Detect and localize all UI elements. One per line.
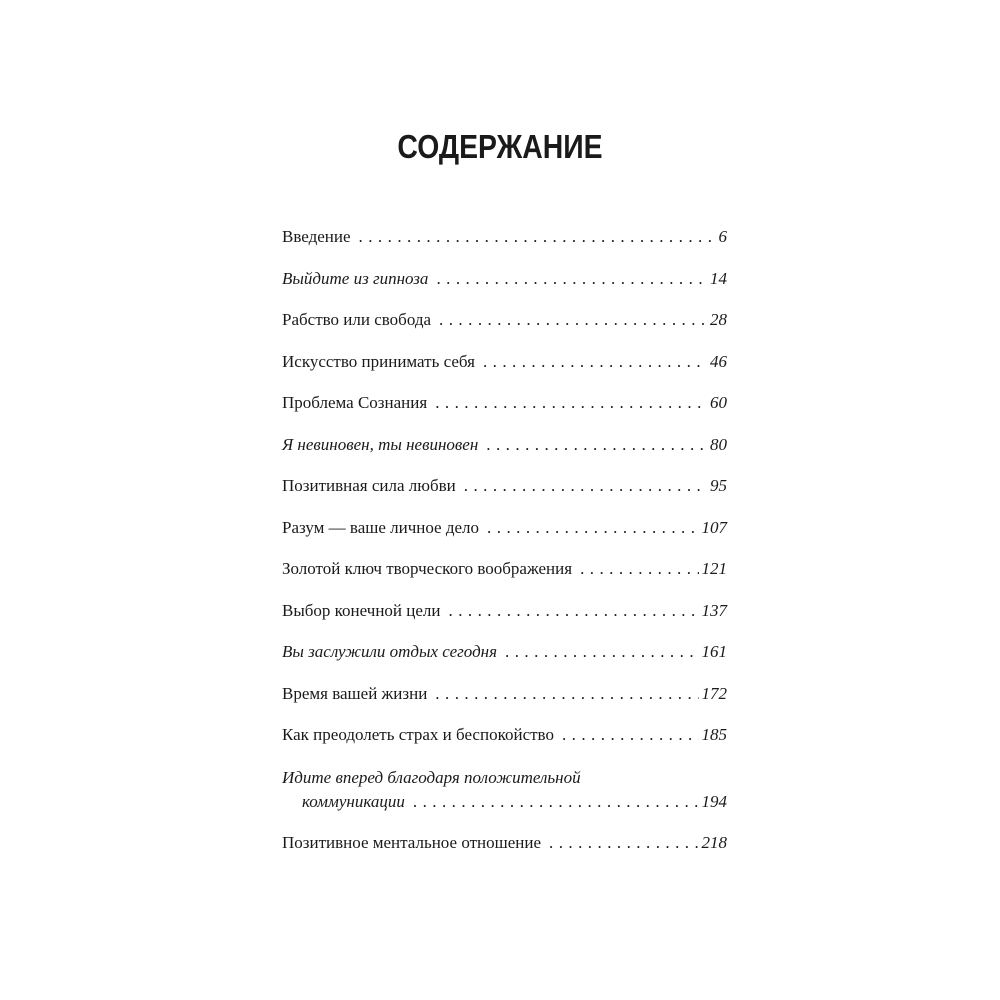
toc-entry-page: 137	[701, 600, 727, 620]
dot-leader	[549, 832, 699, 854]
dot-leader	[413, 790, 699, 814]
toc-entry-page: 194	[701, 791, 727, 811]
toc-entry-label: Выйдите из гипноза	[282, 268, 429, 288]
toc-entry	[282, 226, 727, 268]
toc-entry	[282, 600, 727, 642]
toc-entry-page: 46	[710, 351, 727, 371]
toc-entry-label: Выбор конечной цели	[282, 600, 441, 620]
toc-entry-label: Позитивная сила любви	[282, 476, 456, 495]
toc-entry	[282, 434, 727, 476]
toc-entry-page: 60	[710, 393, 727, 412]
page-title: СОДЕРЖАНИЕ	[397, 128, 603, 165]
toc-entry-label: Идите вперед благодаря положительной	[282, 767, 581, 787]
toc-entry	[282, 832, 727, 874]
toc-entry-label: Введение	[282, 227, 351, 246]
dot-leader	[562, 724, 699, 746]
dot-leader	[435, 683, 698, 705]
toc-entry-page: 172	[701, 683, 727, 703]
dot-leader	[449, 600, 699, 622]
toc-entry-page: 28	[710, 310, 727, 329]
toc-entry	[282, 309, 727, 351]
toc-entry	[282, 641, 727, 683]
toc-entry-continuation	[282, 790, 727, 814]
toc-entry	[282, 351, 727, 393]
toc-entry-page: 121	[701, 559, 727, 578]
toc-entry-label: Вы заслужили отдых сегодня	[282, 642, 498, 661]
toc-entry-page: 185	[701, 725, 727, 744]
toc-entry	[282, 392, 727, 434]
dot-leader	[359, 226, 716, 248]
toc-entry-label: Золотой ключ творческого воображения	[282, 559, 573, 578]
table-of-contents	[282, 226, 727, 873]
toc-entry-page: 107	[701, 517, 727, 537]
dot-leader	[487, 517, 698, 539]
dot-leader	[464, 475, 707, 497]
toc-entry-label: Проблема Сознания	[282, 393, 428, 412]
dot-leader	[580, 558, 698, 580]
toc-entry-multiline	[282, 766, 727, 832]
dot-leader	[505, 641, 698, 663]
dot-leader	[435, 392, 707, 414]
toc-entry-label-line2: коммуникации	[302, 791, 405, 811]
dot-leader	[439, 309, 707, 331]
toc-entry	[282, 475, 727, 517]
dot-leader	[483, 351, 707, 373]
toc-entry-page: 14	[710, 268, 727, 288]
toc-entry-label: Как преодолеть страх и беспокойство	[282, 725, 554, 744]
toc-entry	[282, 724, 727, 766]
toc-entry	[282, 517, 727, 559]
toc-entry-page: 95	[710, 476, 727, 495]
toc-entry-label: Я невиновен, ты невиновен	[282, 434, 479, 454]
dot-leader	[486, 434, 707, 456]
toc-entry-page: 161	[701, 642, 727, 661]
toc-entry-label: Разум — ваше личное дело	[282, 517, 480, 537]
toc-entry-label: Искусство принимать себя	[282, 351, 475, 371]
toc-entry-page: 218	[701, 832, 727, 852]
toc-entry-label: Время вашей жизни	[282, 683, 428, 703]
toc-entry-page: 80	[710, 434, 727, 454]
toc-entry	[282, 683, 727, 725]
toc-entry	[282, 558, 727, 600]
toc-entry-label: Рабство или свобода	[282, 310, 432, 329]
dot-leader	[436, 268, 707, 290]
toc-entry-label: Позитивное ментальное отношение	[282, 832, 541, 852]
toc-entry	[282, 268, 727, 310]
toc-entry-page: 6	[718, 227, 727, 246]
